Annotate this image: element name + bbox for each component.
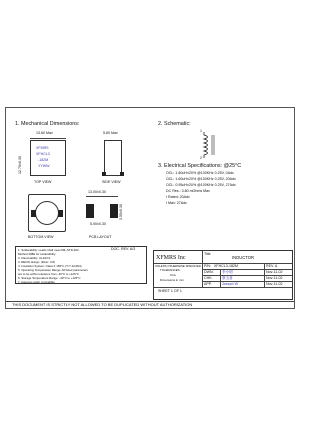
spec-ocl-1: OCL: 1.80uH±20% @100KHz 0.25V, 0Adc: [166, 171, 234, 175]
app-name: Joseph W: [222, 282, 238, 286]
divider: [154, 287, 292, 288]
spec-imax: I Max: 27Adc: [166, 201, 187, 205]
electrical-specs-title: 3. Electrical Specifications: @25°C: [158, 163, 242, 169]
note-2: 2. Flammability: UL94V-0: [18, 256, 51, 260]
chk-role: CHK.: [204, 276, 213, 280]
pcb-layout-label: PCB LAYOUT: [89, 235, 112, 239]
side-view-outline: [104, 140, 122, 176]
schematic-pin-2: 2: [200, 156, 202, 160]
title-block: [153, 250, 293, 300]
divider: [220, 269, 221, 287]
chk-name: 康玉喜: [222, 276, 233, 280]
divider: [264, 263, 265, 287]
chk-date: Nov-11-02: [266, 276, 283, 280]
dim-height-side: 12.70±0.30: [18, 156, 22, 174]
dim-width-top: 13.60 Max: [36, 131, 53, 135]
app-role: APP.: [204, 282, 212, 286]
footer-notice: THIS DOCUMENT IS STRICTLY NOT ALLOWED TO BE DUPLICATED WITHOUT AUTHORIZATION: [12, 302, 193, 307]
schematic-pin-1: 1: [200, 129, 202, 133]
title-label: Title: [204, 252, 211, 256]
marking-line-3: -182M: [38, 158, 49, 162]
bottom-view-outline: [28, 194, 66, 232]
note-5b: are to be within tolerance from -40°C to +125°C: [18, 272, 79, 276]
dwn-role: DWN.: [204, 270, 214, 274]
schematic-title: 2. Schematic:: [158, 121, 191, 127]
dim-line: [30, 138, 66, 139]
pn-value: XFHCL3-182M: [214, 264, 238, 268]
bottom-view-label: BOTTOM VIEW: [28, 235, 54, 239]
mechanical-dimensions-title: 1. Mechanical Dimensions:: [15, 121, 80, 127]
drawing-sheet: [5, 107, 295, 309]
note-3: 3. REFIN design: (Fiber: 0.8): [18, 260, 55, 264]
note-4: 4. Insulation System: Class F 155°C (Ti ?-1/1064): [18, 264, 82, 268]
dwn-name: 李小明: [222, 270, 233, 274]
note-1b: Method 208E for solderability.: [18, 252, 57, 256]
pcb-pad-right: [110, 204, 118, 218]
pn-label: P/N:: [204, 264, 211, 268]
rev-value: REV. A: [266, 264, 278, 268]
doc-rev: DOC. REV. A/3: [111, 247, 136, 251]
note-5a: 5. Operating Temperature Range: All listed parameters: [18, 268, 88, 272]
notes-box: [15, 246, 147, 284]
marking-line-4: YYWW: [38, 164, 50, 168]
unless-line-2: TOLERANCES:: [160, 268, 181, 272]
dim-line: [86, 196, 118, 197]
sheet-number: SHEET 1 OF 1: [158, 289, 182, 293]
side-terminal-left: [102, 172, 106, 176]
spec-dcr: DC Res.: 3.80 mOhms Max: [166, 189, 210, 193]
dim-depth: 5.60 Max: [103, 131, 118, 135]
dim-pcb-horizontal: 13.00±0.30: [88, 190, 106, 194]
note-7: 7. Aqueous wash compatible: [18, 280, 55, 284]
pcb-pad-left: [86, 204, 94, 218]
top-view-label: TOP VIEW: [34, 180, 52, 184]
bottom-pad-right: [58, 210, 63, 217]
inductor-coil-icon: [200, 129, 216, 158]
company-name: XFMRS Inc: [156, 255, 186, 261]
bottom-core-circle: [35, 201, 59, 225]
dim-pcb-vertical: 3.50±0.30: [119, 204, 123, 220]
unless-line-4: Dimensions in mm: [160, 278, 184, 282]
bottom-pad-left: [31, 210, 36, 217]
dwn-date: Nov-11-02: [266, 270, 283, 274]
side-terminal-right: [120, 172, 124, 176]
marking-line-2: XFHCL3: [36, 152, 50, 156]
note-6: 6. Storage Temperature Range: -40°C to +125°C: [18, 276, 81, 280]
app-date: Nov-11-02: [266, 282, 283, 286]
note-1a: 1. Solderability: Leads shall meet MIL-STD-202,: [18, 248, 80, 252]
dim-pcb-width: 5.00±0.30: [90, 222, 106, 226]
side-view-label: SIDE VIEW: [102, 180, 121, 184]
title-value: INDUCTOR: [232, 255, 255, 260]
marking-line-1: XFMRS: [36, 146, 49, 150]
spec-ocl-3: OCL: 0.95uH±20% @100KHz 0.25V, 27Adc: [166, 183, 236, 187]
top-view-outline: [30, 140, 66, 176]
spec-ocl-2: OCL: 1.60uH±20% @100KHz 0.25V, 20Adc: [166, 177, 236, 181]
unless-line-3: ±n/a: [170, 273, 176, 277]
unless-line-1: UNLESS OTHERWISE SPECIFIED: [155, 264, 201, 268]
divider: [202, 251, 203, 263]
spec-irated: I Rated: 20Adc: [166, 195, 190, 199]
